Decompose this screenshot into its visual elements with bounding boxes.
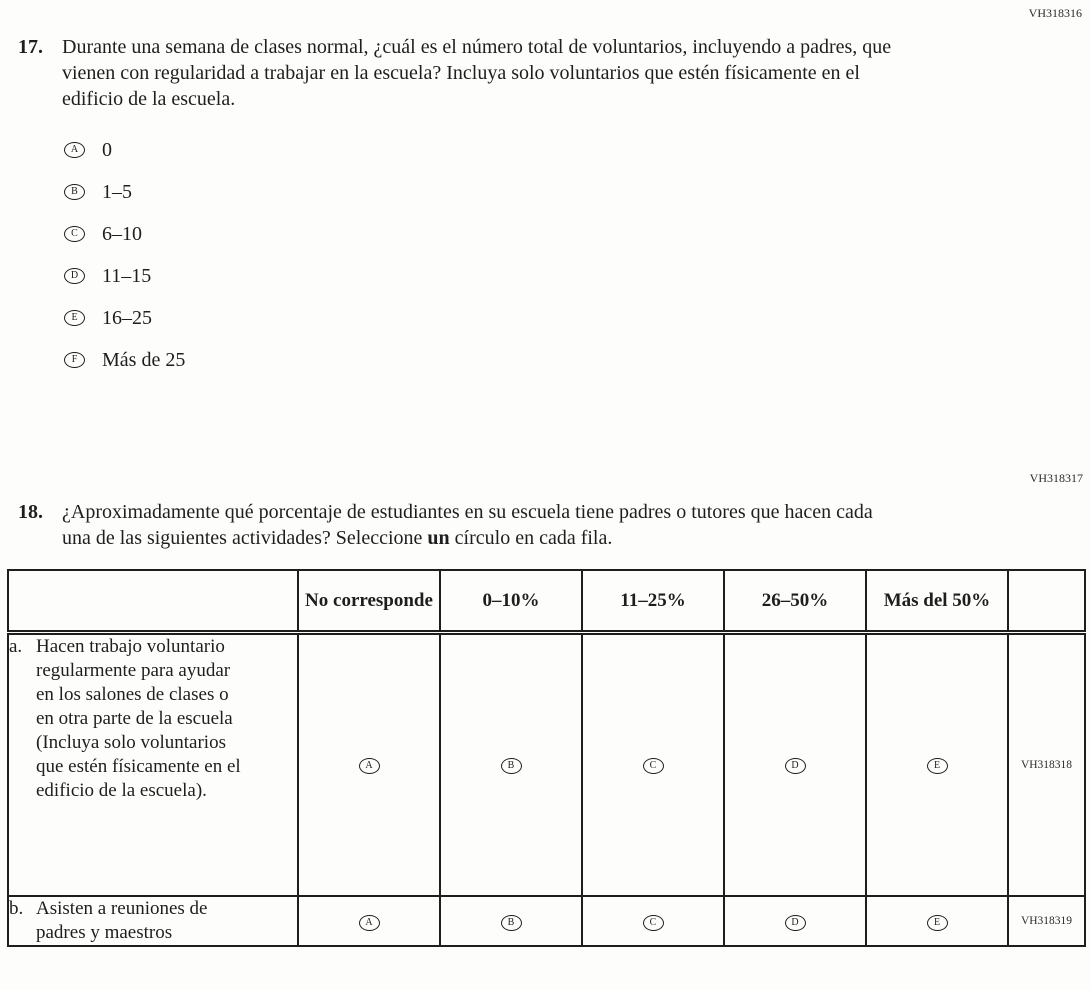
answer-bubble-b[interactable]: B — [64, 184, 85, 200]
question-17-text: Durante una semana de clases normal, ¿cuál es el número total de voluntarios, incluyendo a padres, que vienen con regularidad a trabajar en la escuela? Incluya solo voluntarios que estén físicamente en el edificio de la escuela. — [62, 36, 892, 110]
answer-bubble-d[interactable]: D — [785, 915, 806, 931]
header-26-50: 26–50% — [724, 570, 866, 632]
row-b-code: VH318319 — [1008, 896, 1085, 946]
row-a-cell-no-corresponde — [298, 632, 440, 896]
option-label: 1–5 — [102, 180, 132, 203]
question-17-option-d[interactable] — [64, 255, 1091, 297]
table-row-b — [8, 896, 1085, 946]
header-no-corresponde: No corresponde — [298, 570, 440, 632]
row-a-cell-0-10 — [440, 632, 582, 896]
row-a-id: a. — [9, 635, 23, 657]
question-18 — [0, 499, 1091, 551]
option-label: 16–25 — [102, 306, 152, 329]
option-label: 6–10 — [102, 222, 142, 245]
q18-matrix-table — [7, 569, 1086, 947]
row-b-cell-no-corresponde — [298, 896, 440, 946]
header-mas-del-50: Más del 50% — [866, 570, 1008, 632]
answer-bubble-a[interactable]: A — [359, 758, 380, 774]
question-18-text — [62, 499, 900, 551]
answer-bubble-e[interactable]: E — [927, 758, 948, 774]
row-b-label-cell — [8, 896, 298, 946]
row-b-cell-11-25 — [582, 896, 724, 946]
question-17-option-f[interactable] — [64, 339, 1091, 381]
table-row-a — [8, 632, 1085, 896]
row-a-cell-11-25 — [582, 632, 724, 896]
row-a-cell-26-50 — [724, 632, 866, 896]
answer-bubble-d[interactable]: D — [785, 758, 806, 774]
question-18-text-bold: un — [427, 527, 450, 549]
question-17-option-b[interactable] — [64, 171, 1091, 213]
row-a-code: VH318318 — [1008, 632, 1085, 896]
question-17-option-c[interactable] — [64, 213, 1091, 255]
question-17-option-e[interactable] — [64, 297, 1091, 339]
answer-bubble-c[interactable]: C — [643, 758, 664, 774]
header-0-10: 0–10% — [440, 570, 582, 632]
table-header-row — [8, 570, 1085, 632]
row-b-cell-26-50 — [724, 896, 866, 946]
row-a-text: Hacen trabajo voluntario regularmente para ayudar en los salones de clases o en otra parte de la escuela (Incluya solo voluntarios que estén físicamente en el edificio de la escuela). — [36, 635, 241, 801]
row-b-id: b. — [9, 898, 24, 919]
answer-bubble-e[interactable]: E — [64, 310, 85, 326]
header-code-blank — [1008, 570, 1085, 632]
answer-bubble-b[interactable]: B — [501, 758, 522, 774]
answer-bubble-a[interactable]: A — [64, 142, 85, 158]
option-label: 11–15 — [102, 264, 152, 287]
row-a-cell-mas-del-50 — [866, 632, 1008, 896]
answer-bubble-e[interactable]: E — [927, 915, 948, 931]
row-a-label-cell — [8, 632, 298, 896]
answer-bubble-f[interactable]: F — [64, 352, 85, 368]
question-17-option-a[interactable] — [64, 129, 1091, 171]
header-11-25: 11–25% — [582, 570, 724, 632]
answer-bubble-c[interactable]: C — [643, 915, 664, 931]
question-18-number: 18. — [18, 501, 43, 523]
question-18-text-start: ¿Aproximadamente qué porcentaje de estudiantes en su escuela tiene padres o tutores que hacen cada una de las siguientes actividades? Seleccione — [62, 501, 873, 549]
question-17-number: 17. — [18, 36, 43, 58]
question-17-options — [64, 129, 1091, 381]
answer-bubble-b[interactable]: B — [501, 915, 522, 931]
option-label: 0 — [102, 138, 112, 161]
row-b-cell-mas-del-50 — [866, 896, 1008, 946]
form-code-top: VH318316 — [1028, 6, 1082, 20]
answer-bubble-a[interactable]: A — [359, 915, 380, 931]
row-b-cell-0-10 — [440, 896, 582, 946]
form-code-q18: VH318317 — [1029, 471, 1083, 485]
answer-bubble-d[interactable]: D — [64, 268, 85, 284]
option-label: Más de 25 — [102, 348, 186, 371]
question-18-text-end: círculo en cada fila. — [449, 527, 613, 549]
header-blank — [8, 570, 298, 632]
question-17 — [0, 34, 1091, 112]
answer-bubble-c[interactable]: C — [64, 226, 85, 242]
row-b-text: Asisten a reuniones de padres y maestros — [36, 898, 208, 943]
